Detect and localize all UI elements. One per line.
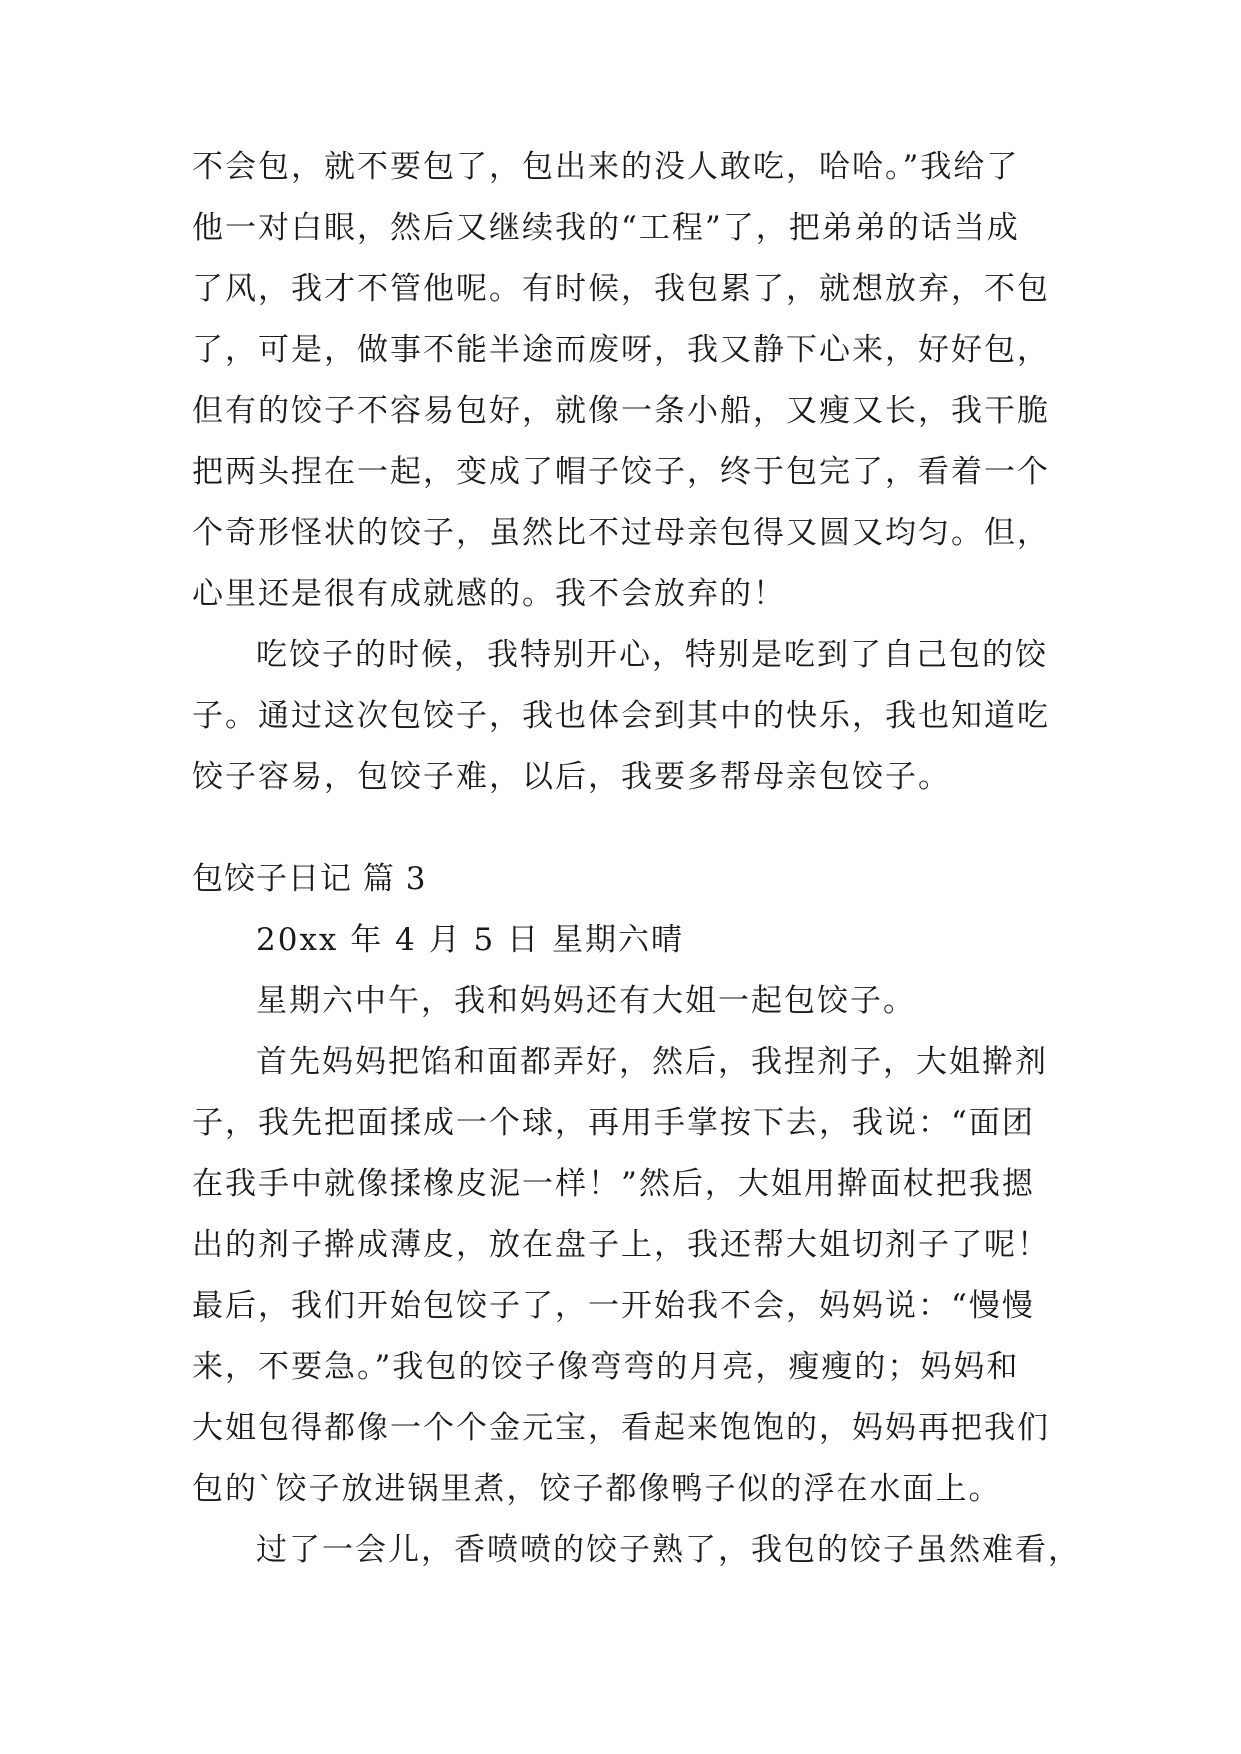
text-line: 心里还是很有成就感的。我不会放弃的！ — [192, 576, 786, 612]
text-line: 来，不要急。”我包的饺子像弯弯的月亮，瘦瘦的；妈妈和 — [192, 1349, 1020, 1385]
text-line: 大姐包得都像一个个金元宝，看起来饱饱的，妈妈再把我们 — [192, 1410, 1050, 1446]
text-line: 包的`饺子放进锅里煮，饺子都像鸭子似的浮在水面上。 — [192, 1471, 1002, 1507]
text-line: 最后，我们开始包饺子了，一开始我不会，妈妈说：“慢慢 — [192, 1288, 1035, 1324]
text-line: 星期六中午，我和妈妈还有大姐一起包饺子。 — [256, 983, 916, 1019]
text-line: 了，可是，做事不能半途而废呀，我又静下心来，好好包， — [192, 332, 1050, 368]
text-line: 在我手中就像揉橡皮泥一样！”然后，大姐用擀面杖把我摁 — [192, 1166, 1035, 1202]
text-line: 过了一会儿，香喷喷的饺子熟了，我包的饺子虽然难看， — [256, 1532, 1081, 1568]
text-line: 他一对白眼，然后又继续我的“工程”了，把弟弟的话当成 — [192, 210, 1020, 246]
text-line: 出的剂子擀成薄皮，放在盘子上，我还帮大姐切剂子了呢！ — [192, 1227, 1050, 1263]
text-line: 子，我先把面揉成一个球，再用手掌按下去，我说：“面团 — [192, 1105, 1035, 1141]
article-3 — [192, 849, 1081, 1581]
text-line: 把两头捏在一起，变成了帽子饺子，终于包完了，看着一个 — [192, 454, 1050, 490]
text-line: 但有的饺子不容易包好，就像一条小船，又瘦又长，我干脆 — [192, 393, 1050, 429]
text-line: 了风，我才不管他呢。有时候，我包累了，就想放弃，不包 — [192, 271, 1050, 307]
article-date: 20xx 年 4 月 5 日 星期六晴 — [256, 922, 684, 958]
text-line: 首先妈妈把馅和面都弄好，然后，我捏剂子，大姐擀剂 — [256, 1044, 1048, 1080]
text-line: 吃饺子的时候，我特别开心，特别是吃到了自己包的饺 — [256, 637, 1048, 673]
essay-continuation — [192, 137, 1072, 808]
text-line: 个奇形怪状的饺子，虽然比不过母亲包得又圆又均匀。但， — [192, 515, 1050, 551]
text-line: 子。通过这次包饺子，我也体会到其中的快乐，我也知道吃 — [192, 698, 1050, 734]
text-line: 不会包，就不要包了，包出来的没人敢吃，哈哈。”我给了 — [192, 149, 1020, 185]
article-title: 包饺子日记 篇 3 — [192, 861, 427, 897]
text-line: 饺子容易，包饺子难，以后，我要多帮母亲包饺子。 — [192, 759, 951, 795]
